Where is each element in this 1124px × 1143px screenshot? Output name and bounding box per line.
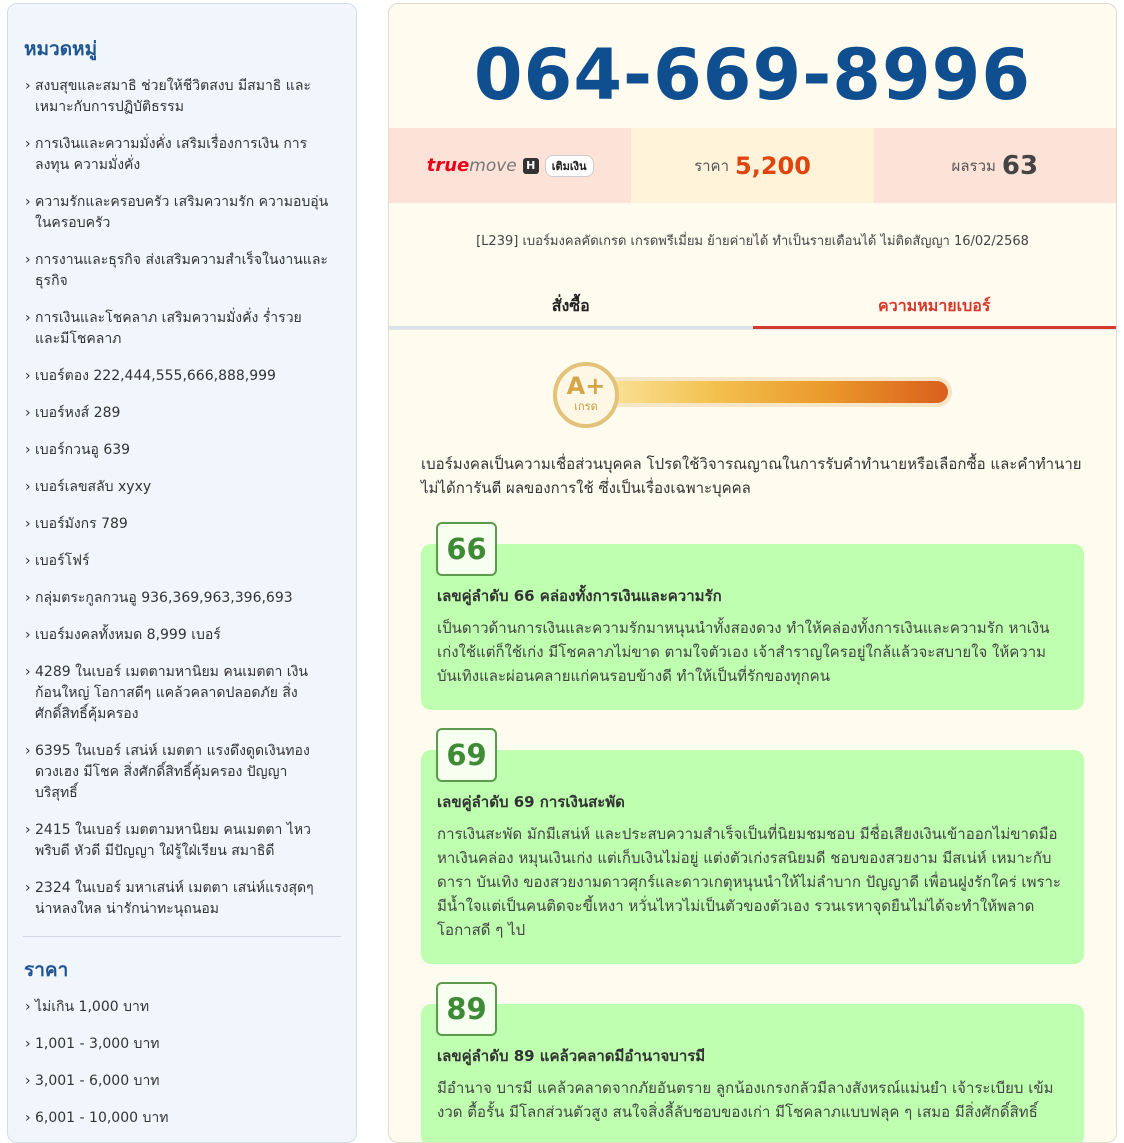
pair-meaning-card (421, 728, 1084, 964)
pair-description: การเงินสะพัด มักมีเสน่ห์ และประสบความสำเร็จเป็นที่นิยมชมชอบ มีชื่อเสียงเงินเข้าออกไม่ขาดมือ หาเงินคล่อง หมุนเงินเก่ง แต่เก็บเงินไม่อยู่ แต่งตัวเก่งรสนิยมดี ชอบของสวยงาม มีสเน่ห์ เหมาะกับดารา บันเทิง ของสวยงามดาวศุกร์และดาวเกตุหนุนนำให้ไม่ลำบาก ปัญญาดี เพื่อนฝูงรักใคร่ เพราะมีน้ำใจแต่เป็นคนติดจะขี้เหงา หวั่นไหวไม่เป็นตัวของตัวเอง รวนเรหาจุดยืนไม่ได้จะทำให้พลาดโอกาสดี ๆ ไป (437, 825, 1061, 939)
category-label: เบอร์มังกร 789 (35, 516, 128, 532)
chevron-right-icon: › (25, 627, 31, 643)
price-filter-label: 3,001 - 6,000 บาท (35, 1073, 160, 1089)
category-item[interactable] (23, 76, 341, 118)
price-filter-label: 1,001 - 3,000 บาท (35, 1036, 160, 1052)
tab-order[interactable]: สั่งซื้อ (389, 280, 753, 329)
grade-meter (389, 330, 1116, 450)
category-label: เบอร์ตอง 222,444,555,666,888,999 (35, 368, 276, 384)
price-filter-item[interactable] (23, 1034, 341, 1055)
chevron-right-icon: › (25, 553, 31, 569)
category-item[interactable] (23, 477, 341, 498)
pair-number-badge: 89 (436, 982, 497, 1036)
category-label: เบอร์มงคลทั้งหมด 8,999 เบอร์ (35, 627, 221, 643)
chevron-right-icon: › (25, 78, 31, 94)
chevron-right-icon: › (25, 1036, 31, 1052)
chevron-right-icon: › (25, 880, 31, 896)
pair-meaning-list (389, 522, 1116, 1143)
pair-meaning-body (421, 544, 1084, 710)
price-value: 5,200 (735, 151, 811, 180)
category-list (23, 76, 341, 920)
price-filter-item[interactable] (23, 997, 341, 1018)
sum-label: ผลรวม (951, 156, 996, 175)
chevron-right-icon: › (25, 252, 31, 268)
category-heading: หมวดหมู่ (24, 38, 98, 60)
disclaimer-text: เบอร์มงคลเป็นความเชื่อส่วนบุคคล โปรดใช้วิจารณญาณในการรับคำทำนายหรือเลือกซื้อ และคำทำนายไม่ได้การันตี ผลของการใช้ ซึ่งเป็นเรื่องเฉพาะบุคคล (421, 455, 1082, 497)
category-item[interactable] (23, 134, 341, 176)
category-label: กลุ่มตระกูลกวนอู 936,369,963,396,693 (35, 590, 293, 606)
price-filter-label: ไม่เกิน 1,000 บาท (35, 999, 150, 1015)
price-filter-item[interactable] (23, 1108, 341, 1129)
chevron-right-icon: › (25, 516, 31, 532)
category-label: เบอร์หงส์ 289 (35, 405, 121, 421)
chevron-right-icon: › (25, 442, 31, 458)
price-cell (631, 128, 873, 203)
tab-bar (389, 280, 1116, 330)
grade-badge (553, 362, 619, 428)
category-label: 2324 ในเบอร์ มหาเสน่ห์ เมตตา เสน่ห์แรงสุดๆ น่าหลงใหล น่ารักน่าทะนุถนอม (35, 880, 314, 917)
category-item[interactable] (23, 308, 341, 350)
chevron-right-icon: › (25, 1073, 31, 1089)
grade-letter: A+ (566, 372, 606, 400)
pair-title: เลขคู่ลำดับ 89 แคล้วคลาดมีอำนาจบารมี (437, 1047, 706, 1065)
category-item[interactable] (23, 878, 341, 920)
chevron-right-icon: › (25, 136, 31, 152)
number-detail-panel (388, 3, 1117, 1143)
category-item[interactable] (23, 403, 341, 424)
category-label: การงานและธุรกิจ ส่งเสริมความสำเร็จในงานและธุรกิจ (35, 252, 328, 289)
category-label: 6395 ในเบอร์ เสน่ห์ เมตตา แรงดึงดูดเงินทอง ดวงเฮง มีโชค สิ่งศักดิ์สิทธิ์คุ้มครอง ปัญญาบริสุทธิ์ (35, 743, 310, 801)
category-item[interactable] (23, 250, 341, 292)
chevron-right-icon: › (25, 479, 31, 495)
category-label: 4289 ในเบอร์ เมตตามหานิยม คนเมตตา เงินก้อนใหญ่ โอกาสดีๆ แคล้วคลาดปลอดภัย สิ่งศักดิ์สิทธิ์คุ้มครอง (35, 664, 308, 722)
brand-true-text: true (426, 155, 470, 176)
info-row (389, 128, 1116, 203)
category-item[interactable] (23, 514, 341, 535)
chevron-right-icon: › (25, 664, 31, 680)
grade-word: เกรด (574, 400, 598, 413)
pair-meaning-body (421, 1004, 1084, 1143)
pair-number-badge: 66 (436, 522, 497, 576)
chevron-right-icon: › (25, 822, 31, 838)
brand-move-text: move (469, 155, 517, 176)
phone-number-title: 064-669-8996 (473, 34, 1032, 116)
category-label: 2415 ในเบอร์ เมตตามหานิยม คนเมตตา ไหวพริบดี หัวดี มีปัญญา ใฝ่รู้ใฝ่เรียน สมาธิดี (35, 822, 311, 859)
category-item[interactable] (23, 588, 341, 609)
pair-description: มีอำนาจ บารมี แคล้วคลาดจากภัยอันตราย ลูกน้องเกรงกลัวมีลางสังหรณ์แม่นยำ เจ้าระเบียบ เข้มงวด ตื้อรั้น มีโลกส่วนตัวสูง สนใจสิ่งลี้ลับชอบของเก่า มีโชคลาภแบบฟลุค ๆ เสมอ มีสิ่งศักดิ์สิทธิ์ (437, 1079, 1054, 1121)
category-item[interactable] (23, 192, 341, 234)
pair-title: เลขคู่ลำดับ 66 คล่องทั้งการเงินและความรัก (437, 587, 722, 605)
price-list (23, 997, 341, 1129)
chevron-right-icon: › (25, 310, 31, 326)
chevron-right-icon: › (25, 999, 31, 1015)
chevron-right-icon: › (25, 743, 31, 759)
sidebar-divider (23, 936, 341, 937)
pair-number-badge: 69 (436, 728, 497, 782)
pair-meaning-card (421, 522, 1084, 710)
price-filter-label: 6,001 - 10,000 บาท (35, 1110, 169, 1126)
price-filter-item[interactable] (23, 1071, 341, 1092)
sidebar (7, 3, 357, 1143)
category-item[interactable] (23, 741, 341, 804)
category-label: เบอร์เลขสลับ xyxy (35, 479, 152, 495)
price-label: ราคา (694, 156, 729, 175)
operator-cell (389, 128, 631, 203)
category-item[interactable] (23, 551, 341, 572)
pair-title: เลขคู่ลำดับ 69 การเงินสะพัด (437, 793, 625, 811)
sum-cell (874, 128, 1116, 203)
grade-bar-fill (593, 381, 948, 403)
chevron-right-icon: › (25, 368, 31, 384)
pair-meaning-card (421, 982, 1084, 1143)
price-heading: ราคา (24, 959, 69, 981)
category-item[interactable] (23, 662, 341, 725)
category-item[interactable] (23, 820, 341, 862)
chevron-right-icon: › (25, 1110, 31, 1126)
chevron-right-icon: › (25, 590, 31, 606)
category-label: ความรักและครอบครัว เสริมความรัก ความอบอุ่นในครอบครัว (35, 194, 329, 231)
category-label: การเงินและความมั่งคั่ง เสริมเรื่องการเงิน การลงทุน ความมั่งคั่ง (35, 136, 308, 173)
pair-description: เป็นดาวด้านการเงินและความรักมาหนุนนำทั้งสองดวง ทำให้คล่องทั้งการเงินและความรัก หาเงินเก่งใช้แต่ก็ใช้เก่ง มีโชคลาภไม่ขาด ตามใจตัวเอง เจ้าสำราญใครอยู่ใกล้แล้วจะสบายใจ ให้ความบันเทิงและผ่อนคลายแก่คนรอบข้างดี ทำให้เป็นที่รักของทุกคน (437, 619, 1050, 685)
number-description: [L239] เบอร์มงคลคัดเกรด เกรดพรีเมี่ยม ย้ายค่ายได้ ทำเป็นรายเดือนได้ ไม่ติดสัญญา 16/02/2568 (476, 234, 1029, 249)
grade-bar (589, 377, 952, 407)
category-label: เบอร์กวนอู 639 (35, 442, 131, 458)
truemove-h-logo (427, 155, 594, 177)
category-item[interactable] (23, 625, 341, 646)
brand-h-icon: H (523, 158, 539, 174)
category-label: การเงินและโชคลาภ เสริมความมั่งคั่ง ร่ำรวย และมีโชคลาภ (35, 310, 302, 347)
category-item[interactable] (23, 440, 341, 461)
category-label: สงบสุขและสมาธิ ช่วยให้ชีวิตสงบ มีสมาธิ และเหมาะกับการปฏิบัติธรรม (35, 78, 311, 115)
category-item[interactable] (23, 366, 341, 387)
pair-meaning-body (421, 750, 1084, 964)
category-label: เบอร์โฟร์ (35, 553, 90, 569)
tab-number-meaning[interactable]: ความหมายเบอร์ (753, 280, 1117, 329)
sum-value: 63 (1001, 150, 1039, 181)
plan-badge: เติมเงิน (545, 155, 594, 177)
chevron-right-icon: › (25, 194, 31, 210)
chevron-right-icon: › (25, 405, 31, 421)
